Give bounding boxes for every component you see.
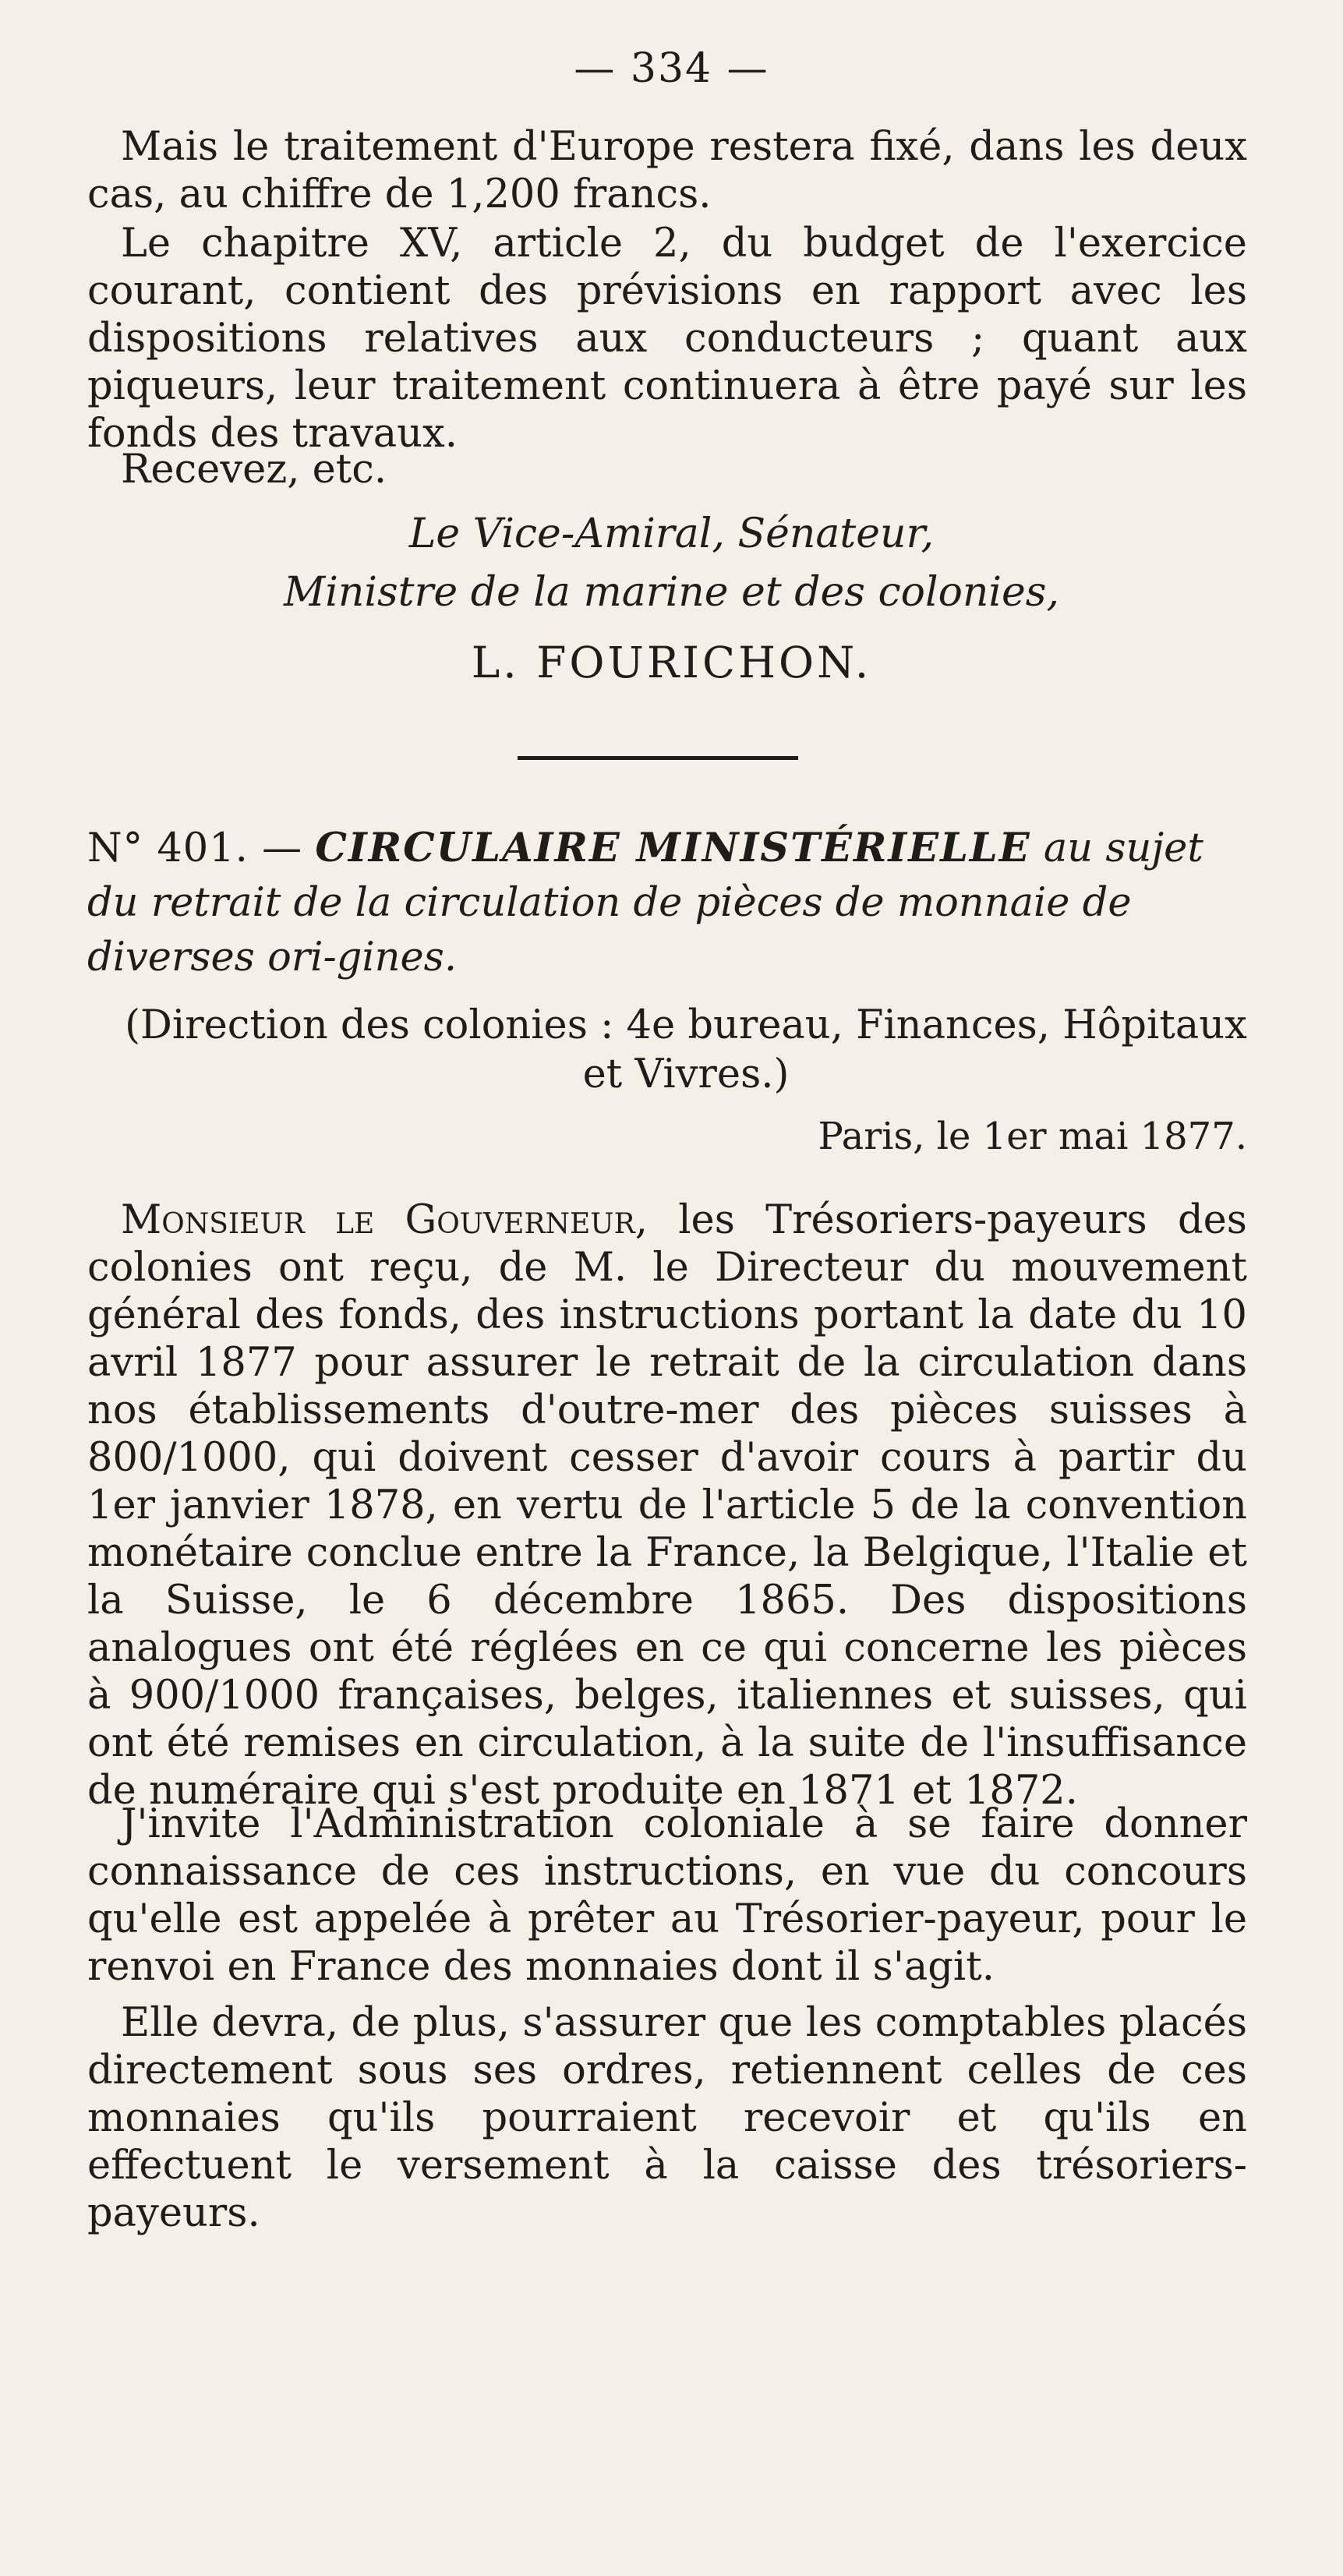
page-number: — 334 — xyxy=(574,45,769,92)
body-paragraph-1-text: les Trésoriers-payeurs des colonies ont reçu, de M. le Directeur du mouvement général des fonds, des instructions portant la date du 10 avril 1877 pour assurer le retrait de la circulation dans nos établissements d'outre-mer des pièces suisses à 800/1000, qui doivent cesser d'avoir cours à partir du 1er janvier 1878, en vertu de l'article 5 de la convention monétaire conclue entre la France, la Belgique, l'Italie et la Suisse, le 6 décembre 1865. Des dispositions analogues ont été réglées en ce qui concerne les pièces à 900/1000 françaises, belges, italiennes et suisses, qui ont été remises en circulation, à la suite de l'insuffisance de numéraire qui s'est produite en 1871 et 1872. xyxy=(87,1197,1247,1814)
circular-direction: (Direction des colonies : 4e bureau, Finances, Hôpitaux et Vivres.) xyxy=(125,1002,1247,1097)
signature-name: L. FOURICHON. xyxy=(471,638,872,687)
circular-subject: au sujet du retrait de la circulation de pièces de monnaie de diverses ori-gines. xyxy=(87,825,1203,981)
circular-heading xyxy=(87,821,1247,985)
circular-title: CIRCULAIRE MINISTÉRIELLE xyxy=(315,825,1031,871)
body-paragraph-2: J'invite l'Administration coloniale à se faire donner connaissance de ces instructions, en vue du concours qu'elle est appelée à prêter au Trésorier-payeur, pour le renvoi en France des monnaies dont il s'agit. xyxy=(87,1801,1247,1990)
circular-dateline: Paris, le 1er mai 1877. xyxy=(818,1115,1247,1158)
chapter-paragraph: Le chapitre XV, article 2, du budget de l'exercice courant, contient des prévisions en rapport avec les dispositions relatives aux conducteurs ; quant aux piqueurs, leur traitement continuera à être payé sur les fonds des travaux. xyxy=(87,221,1247,457)
body-paragraph-1 xyxy=(87,1196,1247,1815)
body-paragraph-3: Elle devra, de plus, s'assurer que les comptables placés directement sous ses ordres, retiennent celles de ces monnaies qu'ils pourraient recevoir et qu'ils en effectuent le versement à la caisse des trésoriers-payeurs. xyxy=(87,2000,1247,2236)
closing-formula: Recevez, etc. xyxy=(121,447,387,493)
signature-title-line-1: Le Vice-Amiral, Sénateur, xyxy=(408,511,935,557)
salutation: Monsieur le Gouverneur, xyxy=(121,1197,648,1243)
signature-title-line-2: Ministre de la marine et des colonies, xyxy=(283,569,1060,616)
intro-paragraph: Mais le traitement d'Europe restera fixé, dans les deux cas, au chiffre de 1,200 francs. xyxy=(87,124,1247,217)
circular-number: N° 401. — xyxy=(87,825,303,871)
section-separator xyxy=(518,756,798,760)
